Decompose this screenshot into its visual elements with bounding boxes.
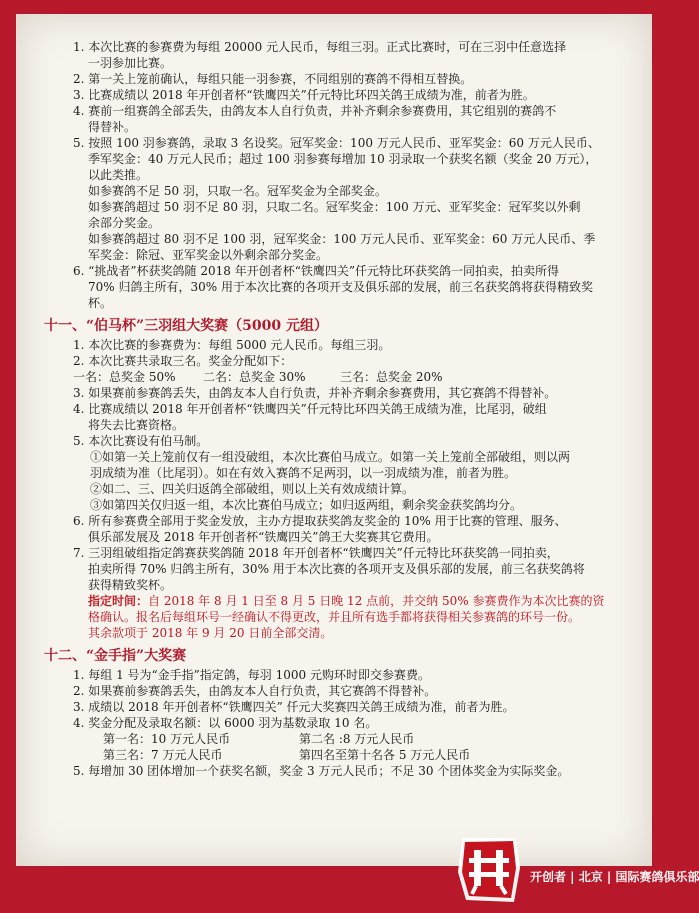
- text-line: 5. 按照 100 羽参赛鸽，录取 3 名设奖。冠军奖金：100 万元人民币、亚军奖金：60 万元人民币、: [73, 136, 600, 150]
- text-line: 以此类推。: [88, 168, 149, 182]
- text-line: 2. 本次比赛共录取三名。奖金分配如下：: [73, 354, 293, 368]
- text-line: 一羽参加比赛。: [88, 56, 173, 70]
- text-line: 季军奖金：40 万元人民币；超过 100 羽参赛每增加 10 羽录取一个获奖名额（奖金 20 万元），: [88, 152, 598, 166]
- text-line: 如参赛鸽不足 50 羽，只取一名。冠军奖金为全部奖金。: [88, 184, 387, 198]
- prize-distribution-row: [16, 369, 652, 385]
- text-line: 如参赛鸽超过 50 羽不足 80 羽，只取二名。冠军奖金：100 万元、亚军奖金：冠军奖以外剩: [88, 200, 581, 214]
- text-line: 羽成绩为准（比尾羽）。如在有效入赛鸽不足两羽，以一羽成绩为准，前者为胜。: [90, 466, 517, 480]
- text-line: 1. 本次比赛的参赛费为：每组 5000 元人民币。每组三羽。: [73, 338, 391, 352]
- prize-cell: 第三名：7 万元人民币: [103, 748, 223, 762]
- text-line: 将失去比赛资格。: [88, 418, 185, 432]
- text-line: 6. “挑战者”杯获奖鸽随 2018 年开创者杯“铁鹰四关”仟元特比环获奖鸽一同拍卖，拍卖所得: [73, 264, 559, 278]
- prize-cell: 第一名：10 万元人民币: [103, 732, 231, 746]
- seal-logo-icon: [452, 832, 526, 906]
- text-line: 70% 归鸽主所有，30% 用于本次比赛的各项开支及俱乐部的发展，前三名获奖鸽将获得精致奖: [88, 280, 593, 294]
- prize-row: [16, 747, 652, 763]
- text-line: 得替补。: [88, 120, 137, 134]
- document-content: [16, 14, 652, 779]
- text-line: 3. 比赛成绩以 2018 年开创者杯“铁鹰四关”仟元特比环四关鸽王成绩为准，前者为胜。: [73, 88, 535, 102]
- text-line: ③如第四关仅归返一组，本次比赛伯马成立；如归返两组，剩余奖金获奖鸽均分。: [90, 498, 523, 512]
- notice-line: 其余款项于 2018 年 9 月 20 日前全部交清。: [88, 626, 333, 640]
- text-line: ②如二、三、四关归返鸽全部破组，则以上关有效成绩计算。: [90, 482, 415, 496]
- section-12-title: 十二、“金手指”大奖赛: [44, 648, 187, 664]
- text-line: 余部分奖金。: [88, 216, 161, 230]
- notice-text: 自 2018 年 8 月 1 日至 8 月 5 日晚 12 点前，并交纳 50% 参赛费作为本次比赛的资: [148, 594, 605, 608]
- text-line: 7. 三羽组破组指定鸽赛获奖鸽随 2018 年开创者杯“铁鹰四关”仟元特比环获奖鸽一同拍卖，: [73, 546, 559, 560]
- prize-third: 三名：总奖金 20%: [340, 370, 443, 384]
- brand-text: 开创者 | 北京 | 国际赛鸽俱乐部: [530, 870, 699, 884]
- notice-line: [16, 593, 652, 609]
- text-line: 4. 赛前一组赛鸽全部丢失，由鸽友本人自行负责，并补齐剩余参赛费用，其它组别的赛鸽不: [73, 104, 557, 118]
- prize-second: 二名：总奖金 30%: [203, 370, 306, 384]
- text-line: 3. 成绩以 2018 年开创者杯“铁鹰四关” 仟元大奖赛四关鸽王成绩为准，前者为胜。: [73, 700, 515, 714]
- text-line: 俱乐部发展及 2018 年开创者杯“铁鹰四关”鸽王大奖赛其它费用。: [88, 530, 439, 544]
- text-line: 杯。: [88, 296, 113, 310]
- text-line: 3. 如果赛前参赛鸽丢失，由鸽友本人自行负责，并补齐剩余参赛费用，其它赛鸽不得替补。: [73, 386, 557, 400]
- prize-first: 一名：总奖金 50%: [73, 370, 176, 384]
- text-line: ①如第一关上笼前仅有一组没破组，本次比赛伯马成立。如第一关上笼前全部破组，则以两: [90, 450, 571, 464]
- text-line: 4. 比赛成绩以 2018 年开创者杯“铁鹰四关”仟元特比环四关鸽王成绩为准，比尾羽，破组: [73, 402, 547, 416]
- section-11-title: 十一、“伯马杯”三羽组大奖赛（5000 元组）: [44, 318, 328, 334]
- text-line: 4. 奖金分配及录取名额：以 6000 羽为基数录取 10 名。: [73, 716, 378, 730]
- prize-row: [16, 731, 652, 747]
- text-line: 5. 每增加 30 团体增加一个获奖名额，奖金 3 万元人民币；不足 30 个团体奖金为实际奖金。: [73, 764, 570, 778]
- prize-cell: 第二名 :8 万元人民币: [299, 732, 415, 746]
- document-paper: [16, 14, 652, 866]
- text-line: 如参赛鸽超过 80 羽不足 100 羽，冠军奖金：100 万元人民币、亚军奖金：60 万元人民币、季: [88, 232, 596, 246]
- prize-cell: 第四名至第十名各 5 万元人民币: [299, 748, 471, 762]
- text-line: 2. 如果赛前参赛鸽丢失，由鸽友本人自行负责，其它赛鸽不得替补。: [73, 684, 437, 698]
- text-line: 5. 本次比赛设有伯马制。: [73, 434, 209, 448]
- text-line: 拍卖所得 70% 归鸽主所有，30% 用于本次比赛的各项开支及俱乐部的发展，前三名获奖鸽将: [88, 562, 585, 576]
- text-line: 2. 第一关上笼前确认，每组只能一羽参赛，不同组别的赛鸽不得相互替换。: [73, 72, 473, 86]
- text-line: 军奖金：除冠、亚军奖金以外剩余部分奖金。: [88, 248, 329, 262]
- text-line: 获得精致奖杯。: [88, 578, 173, 592]
- text-line: 6. 所有参赛费全部用于奖金发放，主办方提取获奖鸽友奖金的 10% 用于比赛的管理、服务、: [73, 514, 567, 528]
- text-line: 1. 每组 1 号为“金手指”指定鸽，每羽 1000 元购环时即交参赛费。: [73, 668, 430, 682]
- notice-line: 格确认。报名后每组环号一经确认不得更改，并且所有选手都将获得相关参赛鸽的环号一份。: [88, 610, 581, 624]
- text-line: 1. 本次比赛的参赛费为每组 20000 元人民币，每组三羽。正式比赛时，可在三羽中任意选择: [73, 40, 567, 54]
- notice-label: 指定时间：: [88, 594, 149, 608]
